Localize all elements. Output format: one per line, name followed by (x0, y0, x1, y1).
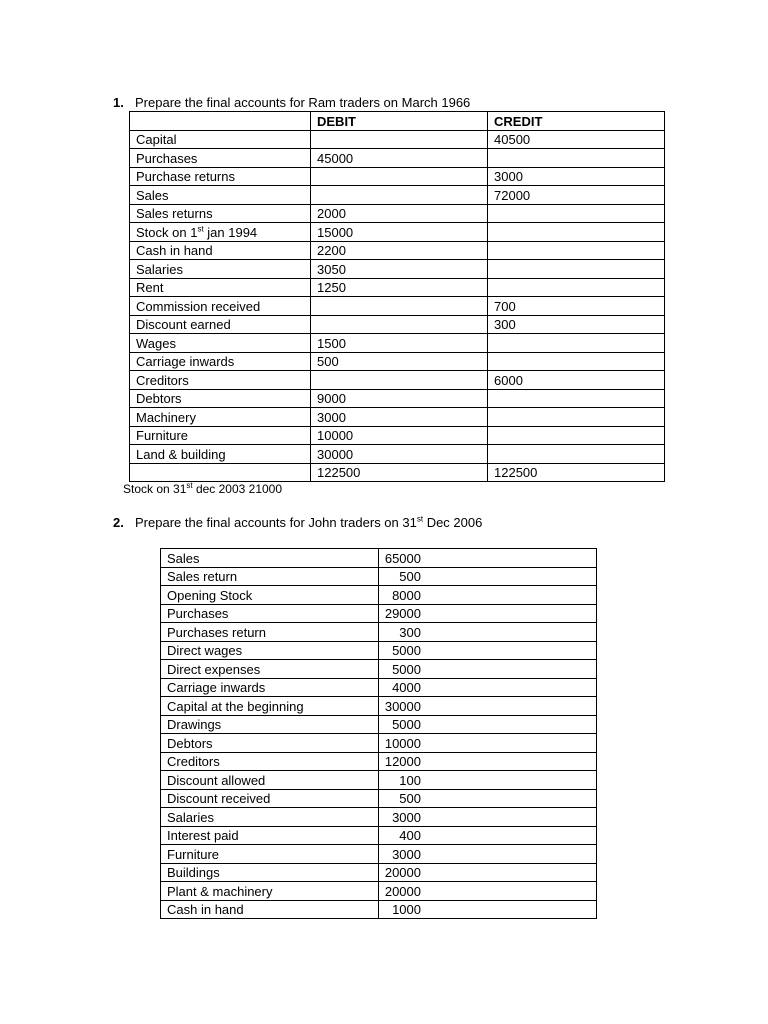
debit-amount-cell: 2000 (311, 204, 488, 223)
amount-cell (379, 678, 597, 697)
account-name-cell: Rent (130, 278, 311, 297)
account-name-cell: Cash in hand (161, 900, 379, 919)
question-2-text-end: Dec 2006 (423, 515, 483, 530)
table-row (130, 204, 665, 223)
account-name-cell: Creditors (161, 752, 379, 771)
closing-stock-note (123, 482, 282, 497)
amount-value: 300 (399, 624, 421, 640)
debit-amount-cell: 3000 (311, 408, 488, 427)
amount-cell (379, 789, 597, 808)
table-row (161, 882, 597, 901)
debit-amount-cell: 9000 (311, 389, 488, 408)
amount-value: 100 (399, 772, 421, 788)
amount-value: 400 (399, 828, 421, 843)
question-2-heading (113, 515, 482, 531)
account-name-cell: Cash in hand (130, 241, 311, 260)
debit-amount-cell: 1250 (311, 278, 488, 297)
debit-amount-cell (311, 297, 488, 316)
account-name-cell: Furniture (130, 426, 311, 445)
table-row (161, 567, 597, 586)
account-name-cell (130, 463, 311, 482)
credit-amount-cell (488, 241, 665, 260)
debit-amount-cell: 3050 (311, 260, 488, 279)
table-row (130, 167, 665, 186)
amount-value: 5000 (392, 717, 421, 732)
account-name-cell: Sales (130, 186, 311, 205)
table-row (130, 260, 665, 279)
account-name-text: Stock on 1 (136, 224, 198, 240)
table-row (130, 278, 665, 297)
account-name-cell: Purchase returns (130, 167, 311, 186)
amount-cell (379, 660, 597, 679)
account-name-cell: Debtors (130, 389, 311, 408)
table-row (161, 845, 597, 864)
table-row (130, 426, 665, 445)
debit-amount-cell (311, 130, 488, 149)
credit-amount-cell (488, 408, 665, 427)
account-name-cell: Creditors (130, 371, 311, 390)
header-credit-cell: CREDIT (488, 112, 665, 131)
amount-cell (379, 549, 597, 568)
amount-value: 5000 (392, 643, 421, 658)
table-row (130, 241, 665, 260)
credit-amount-cell: 700 (488, 297, 665, 316)
account-name-cell: Purchases return (161, 623, 379, 642)
table-row (161, 826, 597, 845)
amount-cell (379, 752, 597, 771)
amount-value: 30000 (384, 698, 421, 714)
amount-cell (379, 826, 597, 845)
account-name-cell: Drawings (161, 715, 379, 734)
credit-amount-cell (488, 278, 665, 297)
debit-amount-cell (311, 167, 488, 186)
table-row (161, 623, 597, 642)
account-name-cell: Debtors (161, 734, 379, 753)
amount-value: 500 (399, 569, 421, 584)
credit-amount-cell (488, 445, 665, 464)
amount-cell (379, 734, 597, 753)
account-name-text-end: jan 1994 (203, 224, 258, 240)
amount-cell (379, 697, 597, 716)
table-row (130, 223, 665, 242)
account-name-cell: Furniture (161, 845, 379, 864)
amount-cell (379, 845, 597, 864)
amount-cell (379, 567, 597, 586)
amount-value: 4000 (392, 680, 421, 695)
debit-amount-cell: 45000 (311, 149, 488, 168)
table-row (161, 678, 597, 697)
account-name-cell: Opening Stock (161, 586, 379, 605)
account-name-cell: Discount allowed (161, 771, 379, 790)
debit-amount-cell (311, 186, 488, 205)
note-text: Stock on 31 (123, 482, 187, 496)
credit-amount-cell: 6000 (488, 371, 665, 390)
amount-value: 12000 (384, 754, 421, 769)
account-name-cell (130, 223, 311, 242)
account-name-cell: Discount earned (130, 315, 311, 334)
debit-amount-cell: 2200 (311, 241, 488, 260)
table-header-row (130, 112, 665, 131)
amount-value: 3000 (392, 809, 421, 825)
question-2-text: Prepare the final accounts for John traders on 31 (135, 515, 417, 530)
credit-amount-cell (488, 352, 665, 371)
amount-cell (379, 900, 597, 919)
account-name-cell: Machinery (130, 408, 311, 427)
debit-amount-cell: 1500 (311, 334, 488, 353)
table-row (130, 297, 665, 316)
question-2-superscript: st (416, 514, 424, 524)
amount-value: 8000 (392, 587, 421, 603)
amount-value: 5000 (392, 661, 421, 677)
account-name-cell: Salaries (130, 260, 311, 279)
credit-amount-cell: 122500 (488, 463, 665, 482)
amount-value: 29000 (384, 606, 421, 621)
table-row (130, 149, 665, 168)
table-row (161, 586, 597, 605)
table-row (130, 130, 665, 149)
credit-amount-cell: 3000 (488, 167, 665, 186)
credit-amount-cell (488, 223, 665, 242)
amount-cell (379, 715, 597, 734)
account-name-cell: Interest paid (161, 826, 379, 845)
amount-value: 10000 (384, 735, 421, 751)
debit-amount-cell: 122500 (311, 463, 488, 482)
amount-value: 20000 (384, 865, 421, 880)
amount-cell (379, 771, 597, 790)
account-name-cell: Wages (130, 334, 311, 353)
credit-amount-cell: 40500 (488, 130, 665, 149)
account-name-cell: Purchases (161, 604, 379, 623)
table-row (161, 697, 597, 716)
table-row (161, 752, 597, 771)
credit-amount-cell (488, 389, 665, 408)
account-name-cell: Purchases (130, 149, 311, 168)
account-name-cell: Capital at the beginning (161, 697, 379, 716)
account-name-cell: Carriage inwards (161, 678, 379, 697)
credit-amount-cell (488, 334, 665, 353)
question-1-text: Prepare the final accounts for Ram traders on March 1966 (135, 95, 471, 110)
table-row (161, 715, 597, 734)
debit-amount-cell: 10000 (311, 426, 488, 445)
amount-value: 500 (399, 791, 421, 806)
debit-amount-cell: 500 (311, 352, 488, 371)
table-row (161, 604, 597, 623)
account-name-cell: Salaries (161, 808, 379, 827)
debit-amount-cell: 15000 (311, 223, 488, 242)
credit-amount-cell: 300 (488, 315, 665, 334)
debit-amount-cell (311, 315, 488, 334)
table-row (161, 660, 597, 679)
ram-traders-trial-balance-table (129, 111, 665, 482)
table-row (130, 334, 665, 353)
amount-value: 3000 (392, 846, 421, 862)
table-row (130, 445, 665, 464)
account-name-cell: Buildings (161, 863, 379, 882)
account-name-cell: Direct expenses (161, 660, 379, 679)
account-name-cell: Plant & machinery (161, 882, 379, 901)
table-row (130, 408, 665, 427)
account-name-cell: Sales returns (130, 204, 311, 223)
john-traders-balances-table (160, 548, 597, 919)
account-name-cell: Sales return (161, 567, 379, 586)
note-superscript: st (186, 481, 193, 490)
account-name-cell: Direct wages (161, 641, 379, 660)
table-row (161, 734, 597, 753)
credit-amount-cell: 72000 (488, 186, 665, 205)
account-name-cell: Capital (130, 130, 311, 149)
amount-cell (379, 586, 597, 605)
amount-cell (379, 808, 597, 827)
table-row (161, 549, 597, 568)
table-row (130, 186, 665, 205)
account-name-cell: Land & building (130, 445, 311, 464)
table-row (161, 789, 597, 808)
credit-amount-cell (488, 260, 665, 279)
debit-amount-cell: 30000 (311, 445, 488, 464)
table-row (130, 315, 665, 334)
table-row (130, 463, 665, 482)
amount-cell (379, 604, 597, 623)
account-name-cell: Discount received (161, 789, 379, 808)
amount-cell (379, 641, 597, 660)
amount-value: 1000 (392, 902, 421, 917)
question-1-heading (113, 95, 470, 111)
amount-cell (379, 863, 597, 882)
header-account-cell (130, 112, 311, 131)
table-row (161, 808, 597, 827)
amount-cell (379, 623, 597, 642)
table-row (161, 863, 597, 882)
table-row (130, 371, 665, 390)
amount-cell (379, 882, 597, 901)
account-name-superscript: st (197, 224, 204, 234)
table-row (161, 641, 597, 660)
note-text-end: dec 2003 21000 (192, 482, 283, 496)
table-row (161, 771, 597, 790)
question-2-number: 2. (113, 515, 124, 530)
table-row (130, 389, 665, 408)
account-name-cell: Commission received (130, 297, 311, 316)
debit-amount-cell (311, 371, 488, 390)
header-debit-cell: DEBIT (311, 112, 488, 131)
amount-value: 20000 (384, 883, 421, 899)
credit-amount-cell (488, 426, 665, 445)
credit-amount-cell (488, 149, 665, 168)
account-name-cell: Sales (161, 549, 379, 568)
table-row (161, 900, 597, 919)
question-1-number: 1. (113, 95, 124, 110)
account-name-cell: Carriage inwards (130, 352, 311, 371)
amount-value: 65000 (384, 550, 421, 566)
credit-amount-cell (488, 204, 665, 223)
table-row (130, 352, 665, 371)
